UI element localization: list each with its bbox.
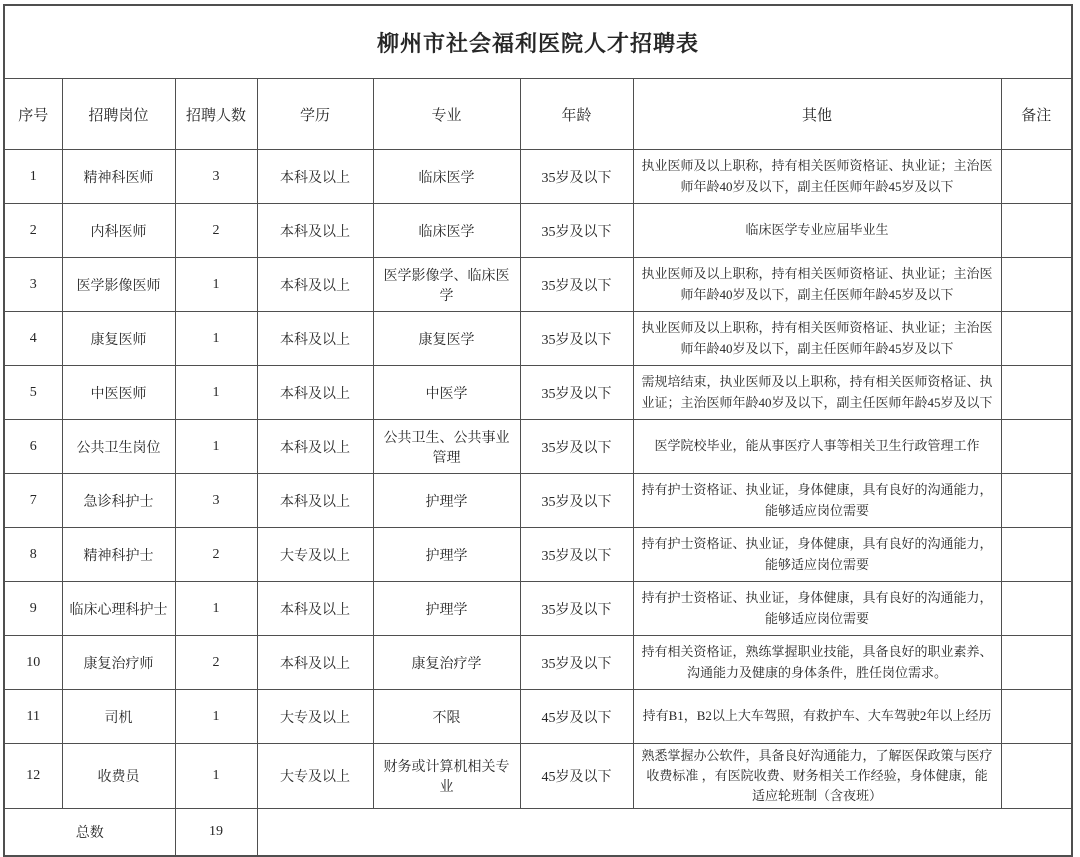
cell-count: 3 [175,150,257,204]
cell-position: 临床心理科护士 [62,582,175,636]
cell-other: 持有相关资格证，熟练掌握职业技能，具备良好的职业素养、沟通能力及健康的身体条件，胜任岗位需求。 [633,636,1001,690]
cell-position: 司机 [62,690,175,744]
cell-major: 护理学 [373,528,520,582]
cell-age: 35岁及以下 [520,528,633,582]
title-row [4,5,1072,79]
cell-position: 公共卫生岗位 [62,420,175,474]
cell-count: 2 [175,204,257,258]
table-row [4,636,1072,690]
page-title: 柳州市社会福利医院人才招聘表 [4,5,1072,79]
cell-other: 持有护士资格证、执业证，身体健康，具有良好的沟通能力，能够适应岗位需要 [633,474,1001,528]
cell-note [1001,744,1072,809]
cell-position: 精神科医师 [62,150,175,204]
cell-seq: 9 [4,582,62,636]
header-note: 备注 [1001,79,1072,150]
cell-note [1001,528,1072,582]
cell-other: 执业医师及以上职称，持有相关医师资格证、执业证；主治医师年龄40岁及以下，副主任医师年龄45岁及以下 [633,258,1001,312]
table-row [4,366,1072,420]
cell-age: 35岁及以下 [520,150,633,204]
cell-major: 公共卫生、公共事业管理 [373,420,520,474]
cell-education: 大专及以上 [257,744,373,809]
cell-age: 35岁及以下 [520,636,633,690]
cell-major: 临床医学 [373,150,520,204]
cell-education: 本科及以上 [257,258,373,312]
table-row [4,420,1072,474]
cell-position: 中医医师 [62,366,175,420]
cell-other: 持有护士资格证、执业证，身体健康，具有良好的沟通能力，能够适应岗位需要 [633,582,1001,636]
cell-note [1001,204,1072,258]
recruitment-sheet [3,4,1073,857]
cell-note [1001,420,1072,474]
cell-seq: 6 [4,420,62,474]
total-row [4,809,1072,857]
header-education: 学历 [257,79,373,150]
table-row [4,312,1072,366]
cell-major: 医学影像学、临床医学 [373,258,520,312]
cell-education: 本科及以上 [257,636,373,690]
table-row [4,150,1072,204]
cell-seq: 5 [4,366,62,420]
cell-seq: 11 [4,690,62,744]
cell-other: 持有B1，B2以上大车驾照，有救护车、大车驾驶2年以上经历 [633,690,1001,744]
header-row [4,79,1072,150]
total-count: 19 [175,809,257,857]
cell-note [1001,150,1072,204]
cell-education: 大专及以上 [257,690,373,744]
cell-note [1001,582,1072,636]
cell-major: 不限 [373,690,520,744]
cell-age: 45岁及以下 [520,744,633,809]
cell-count: 1 [175,312,257,366]
header-position: 招聘岗位 [62,79,175,150]
header-major: 专业 [373,79,520,150]
cell-other: 执业医师及以上职称，持有相关医师资格证、执业证；主治医师年龄40岁及以下，副主任医师年龄45岁及以下 [633,312,1001,366]
cell-age: 35岁及以下 [520,204,633,258]
table-row [4,258,1072,312]
table-row [4,690,1072,744]
cell-position: 医学影像医师 [62,258,175,312]
cell-major: 临床医学 [373,204,520,258]
cell-seq: 8 [4,528,62,582]
cell-count: 2 [175,636,257,690]
header-age: 年龄 [520,79,633,150]
cell-position: 收费员 [62,744,175,809]
cell-education: 本科及以上 [257,474,373,528]
cell-seq: 4 [4,312,62,366]
cell-count: 1 [175,690,257,744]
cell-seq: 7 [4,474,62,528]
cell-note [1001,690,1072,744]
cell-age: 35岁及以下 [520,312,633,366]
cell-education: 本科及以上 [257,366,373,420]
cell-count: 1 [175,366,257,420]
cell-age: 35岁及以下 [520,474,633,528]
cell-major: 康复治疗学 [373,636,520,690]
cell-count: 1 [175,744,257,809]
cell-count: 3 [175,474,257,528]
table-row [4,474,1072,528]
total-label: 总数 [4,809,175,857]
cell-major: 护理学 [373,582,520,636]
cell-seq: 10 [4,636,62,690]
cell-major: 中医学 [373,366,520,420]
cell-count: 2 [175,528,257,582]
cell-age: 35岁及以下 [520,366,633,420]
cell-count: 1 [175,420,257,474]
cell-seq: 2 [4,204,62,258]
cell-education: 大专及以上 [257,528,373,582]
cell-position: 康复治疗师 [62,636,175,690]
table-row [4,744,1072,809]
cell-other: 需规培结束，执业医师及以上职称，持有相关医师资格证、执业证；主治医师年龄40岁及以下，副主任医师年龄45岁及以下 [633,366,1001,420]
cell-note [1001,636,1072,690]
cell-position: 内科医师 [62,204,175,258]
cell-age: 45岁及以下 [520,690,633,744]
cell-seq: 1 [4,150,62,204]
recruitment-table [3,4,1073,857]
cell-education: 本科及以上 [257,420,373,474]
cell-education: 本科及以上 [257,150,373,204]
cell-other: 持有护士资格证、执业证，身体健康，具有良好的沟通能力，能够适应岗位需要 [633,528,1001,582]
cell-education: 本科及以上 [257,204,373,258]
cell-note [1001,474,1072,528]
cell-other: 熟悉掌握办公软件，具备良好沟通能力，了解医保政策与医疗收费标准 ，有医院收费、财务相关工作经验，身体健康，能适应轮班制（含夜班） [633,744,1001,809]
cell-count: 1 [175,582,257,636]
cell-age: 35岁及以下 [520,258,633,312]
cell-note [1001,312,1072,366]
cell-position: 康复医师 [62,312,175,366]
cell-other: 临床医学专业应届毕业生 [633,204,1001,258]
table-row [4,582,1072,636]
cell-education: 本科及以上 [257,312,373,366]
cell-seq: 12 [4,744,62,809]
cell-position: 精神科护士 [62,528,175,582]
cell-age: 35岁及以下 [520,582,633,636]
table-row [4,528,1072,582]
cell-other: 执业医师及以上职称，持有相关医师资格证、执业证；主治医师年龄40岁及以下，副主任医师年龄45岁及以下 [633,150,1001,204]
cell-position: 急诊科护士 [62,474,175,528]
table-row [4,204,1072,258]
cell-count: 1 [175,258,257,312]
cell-seq: 3 [4,258,62,312]
cell-other: 医学院校毕业，能从事医疗人事等相关卫生行政管理工作 [633,420,1001,474]
cell-major: 护理学 [373,474,520,528]
header-count: 招聘人数 [175,79,257,150]
cell-note [1001,366,1072,420]
cell-major: 康复医学 [373,312,520,366]
cell-age: 35岁及以下 [520,420,633,474]
header-seq: 序号 [4,79,62,150]
cell-major: 财务或计算机相关专业 [373,744,520,809]
cell-note [1001,258,1072,312]
cell-education: 本科及以上 [257,582,373,636]
header-other: 其他 [633,79,1001,150]
total-empty-cell [257,809,1072,857]
